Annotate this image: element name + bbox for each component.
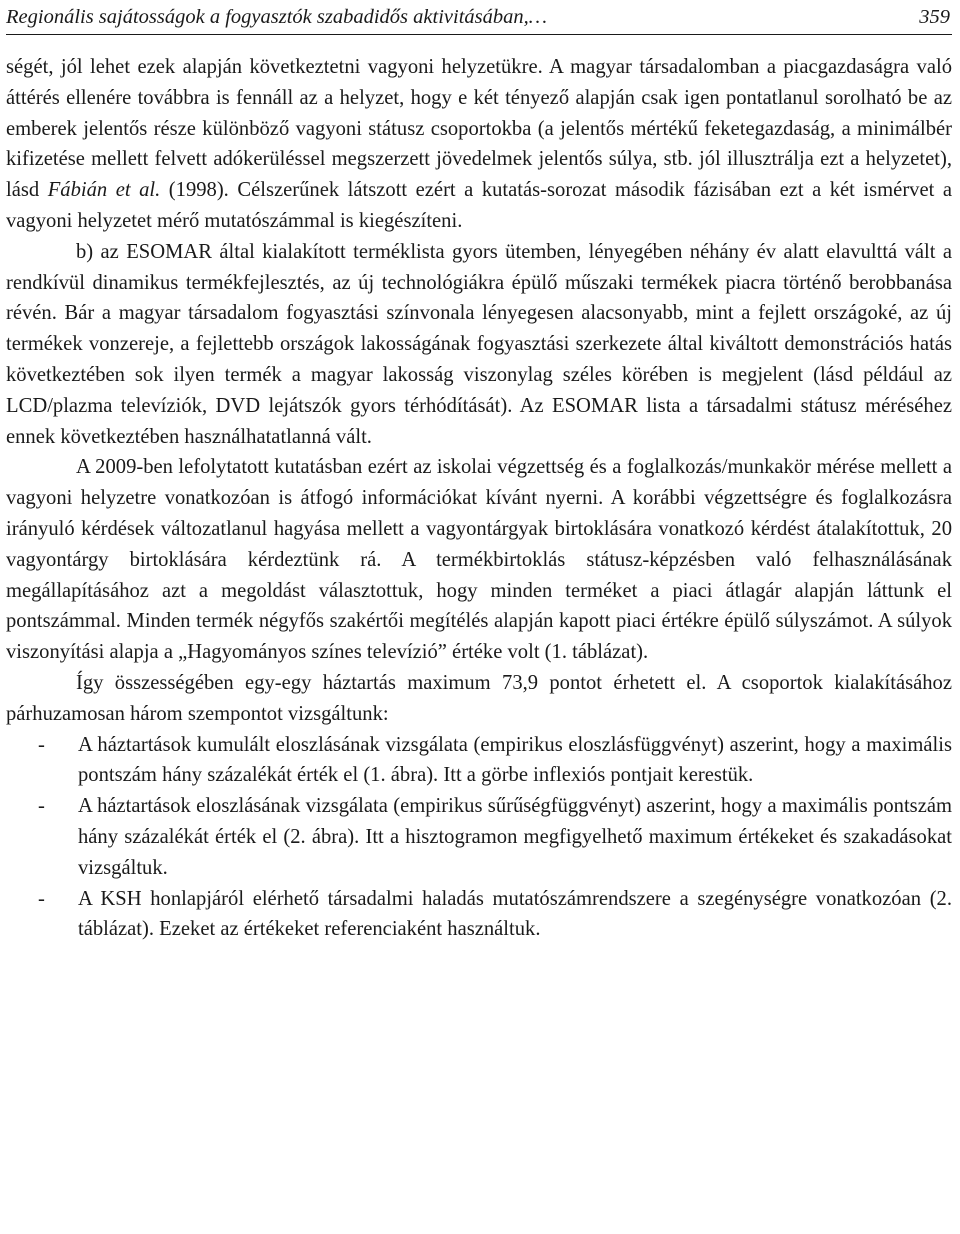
paragraph-3: A 2009-ben lefolytatott kutatásban ezért az iskolai végzettség és a foglalkozás/munkakör mérése mellett a vagyoni helyzetre vonatkozóan is átfogó információkat kívánt nyerni. A korábbi végzettségre és foglalkozásra irányuló kérdések változatlanul hagyása mellett a vagyontárgyak birtoklására vonatkozó kérdést átalakítottuk, 20 vagyontárgy birtoklására kérdeztünk rá. A termékbirtoklás státusz-képzésben való felhasználásának megállapításához azt a megoldást választottuk, hogy minden terméket a piaci átlagár alapján láttunk el pontszámmal. Minden termék négyfős szakértői megítélés alapján kapott piaci értékre épülő súlyszámot. A súlyok viszonyítási alapja a „Hagyományos színes televízió” értéke volt (1. táblázat). (6, 456, 952, 664)
citation-authors: Fábián et al. (47, 179, 161, 202)
paragraph-2: b) az ESOMAR által kialakított terméklista gyors ütemben, lényegében néhány év alatt elavulttá vált a rendkívül dinamikus termékfejlesztés, az új technológiákra épülő műszaki termékek piacra történő berobbanása révén. Bár a magyar társadalom fogyasztási színvonala lényegesen alacsonyabb, mint a fejlett országoké, az új termékek vonzereje, a fejlettebb országok lakosságának fogyasztási szerkezete által kiváltott demonstrációs hatás következtében sok ilyen termék a magyar lakosság viszonylag széles körében is megjelent (lásd például az LCD/plazma televíziók, DVD lejátszók gyors térhódítását). Az ESOMAR lista a társadalmi státusz méréséhez ennek következtében használhatatlanná vált. (6, 240, 952, 448)
paragraph-1 (6, 52, 952, 237)
list-item-text: A KSH honlapjáról elérhető társadalmi haladás mutatószámrendszere a szegénységre vonatkozóan (2. táblázat). Ezeket az értékeket referenciaként használtuk. (78, 887, 952, 941)
running-header (6, 0, 952, 35)
list-item (6, 791, 952, 883)
paragraph-4: Így összességében egy-egy háztartás maximum 73,9 pontot érhetett el. A csoportok kialakításához párhuzamosan három szempontot vizsgáltunk: (6, 671, 952, 725)
paragraph-1-text: ségét, jól lehet ezek alapján következtetni vagyoni helyzetükre. A magyar társadalomban a piacgazdaságra való áttérés ellenére továbbra is fennáll az a helyzet, hogy e két tényező alapján csak igen pontatlanul sorolható be az emberek jelentős része különböző vagyoni státusz csoportokba (a jelentős mértékű feketegazdaság, a minimálbér kifizetése mellett felvett adókerüléssel megszerzett jövedelmek jelentős súlya, stb. jól illusztrálja ezt a helyzetet), lásd (6, 56, 952, 202)
running-title: Regionális sajátosságok a fogyasztók szabadidős aktivitásában,… (6, 6, 547, 28)
paragraph-1-end: (1998). Célszerűnek látszott ezért a kutatás-sorozat második fázisában ezt a két ismérvet a vagyoni helyzetet mérő mutatószámmal is kiegészíteni. (6, 179, 952, 232)
body-text (6, 52, 952, 945)
list-dash: - (38, 795, 45, 818)
page-number: 359 (919, 6, 950, 28)
list-item (6, 730, 952, 792)
list-item (6, 884, 952, 946)
list-item-text: A háztartások kumulált eloszlásának vizsgálata (empirikus eloszlásfüggvényt) aszerint, hogy a maximális pontszám hány százalékát érték el (1. ábra). Itt a görbe inflexiós pontjait kerestük. (78, 733, 952, 787)
criteria-list (6, 730, 952, 946)
document-page (6, 0, 952, 945)
list-dash: - (38, 733, 45, 756)
list-dash: - (38, 887, 45, 910)
list-item-text: A háztartások eloszlásának vizsgálata (empirikus sűrűségfüggvényt) aszerint, hogy a maximális pontszám hány százalékát érték el (2. ábra). Itt a hisztogramon megfigyelhető maximum értékeket és szakadásokat vizsgáltuk. (78, 795, 952, 879)
